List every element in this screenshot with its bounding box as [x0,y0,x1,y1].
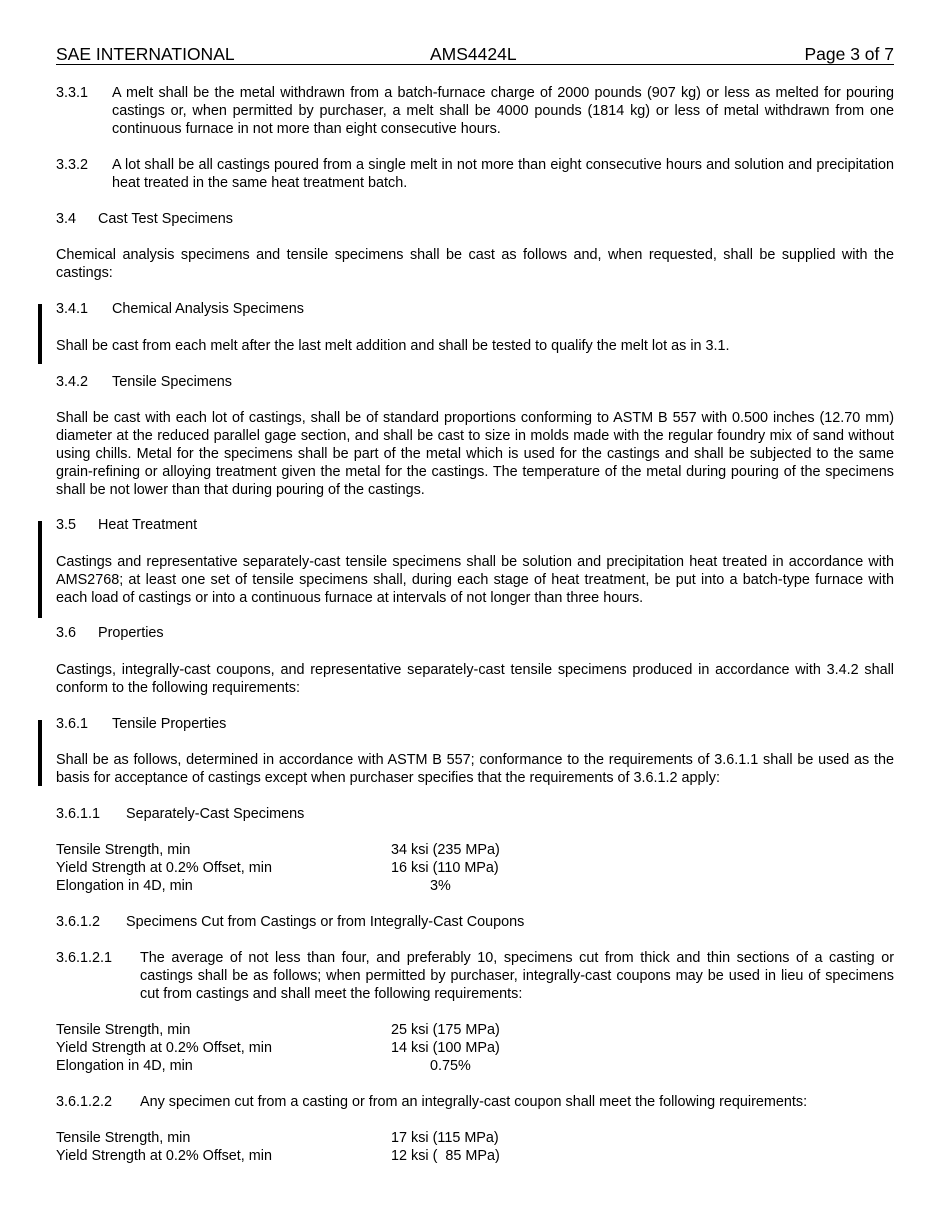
table-row [56,841,556,859]
property-table [56,1129,556,1165]
revision-bar [38,521,42,618]
property-value: 34 ksi (235 MPa) [391,842,500,858]
section-title: Tensile Properties [112,716,227,732]
section-3-6-1-2-1 [56,949,894,1003]
revision-bar [38,304,42,364]
section-title: Cast Test Specimens [98,211,233,227]
section-number: 3.3.1 [56,85,89,101]
section-number: 3.4.1 [56,301,89,317]
table-row [56,1039,556,1057]
section-number: 3.6.1.2 [56,914,101,930]
section-number: 3.6.1 [56,716,89,732]
property-value: 25 ksi (175 MPa) [391,1022,500,1038]
section-title: Separately-Cast Specimens [126,806,305,822]
section-number: 3.5 [56,517,77,533]
section-title: Tensile Specimens [112,374,232,390]
property-value: 3% [430,878,451,894]
table-row [56,1021,556,1039]
property-label: Elongation in 4D, min [56,878,193,894]
property-label: Tensile Strength, min [56,842,191,858]
section-text: A lot shall be all castings poured from a single melt in not more than eight consecutive hours and solution and precipitation heat treated in the same heat treatment batch. [112,157,894,191]
property-label: Yield Strength at 0.2% Offset, min [56,1040,272,1056]
header-org: SAE INTERNATIONAL [56,44,235,64]
section-text: Shall be as follows, determined in accordance with ASTM B 557; conformance to the requirements of 3.6.1.1 shall be used as the basis for acceptance of castings except when purchaser specifies that the requirements of 3.6.1.2 apply: [56,752,894,786]
section-title: Heat Treatment [98,517,198,533]
section-text: The average of not less than four, and preferably 10, specimens cut from thick and thin sections of a casting or castings shall be as follows; when permitted by purchaser, integrally-cast coupons may be used in lieu of specimens cut from castings and shall meet the following requirements: [140,950,894,1002]
property-label: Elongation in 4D, min [56,1058,193,1074]
section-title: Chemical Analysis Specimens [112,301,304,317]
property-table [56,841,556,895]
section-3-3-2 [56,156,894,192]
section-title: Properties [98,625,164,641]
property-table [56,1021,556,1075]
header-page-number: Page 3 of 7 [804,44,894,64]
property-label: Tensile Strength, min [56,1130,191,1146]
revision-bar [38,720,42,786]
table-row [56,1057,556,1075]
property-value: 16 ksi (110 MPa) [391,860,499,876]
section-number: 3.6.1.2.1 [56,950,113,966]
page-header [56,44,894,65]
property-value: 12 ksi ( 85 MPa) [391,1148,500,1164]
section-text: Castings and representative separately-cast tensile specimens shall be solution and precipitation heat treated in accordance with AMS2768; at least one set of tensile specimens shall, during each stage of heat treatment, be put into a batch-type furnace with each load of castings or into a continuous furnace at intervals of not longer than three hours. [56,554,894,606]
section-text: Chemical analysis specimens and tensile specimens shall be cast as follows and, when requested, shall be supplied with the castings: [56,247,894,281]
section-number: 3.3.2 [56,157,89,173]
section-text: Shall be cast with each lot of castings, shall be of standard proportions conforming to ASTM B 557 with 0.500 inches (12.70 mm) diameter at the reduced parallel gage section, and shall be cast to size in molds made with the regular foundry mix of sand without using chills. Metal for the specimens shall be part of the metal which is used for the castings and shall be subjected to the same grain-refining or alloying treatment given the metal for the castings. The temperature of the metal during pouring of the specimens shall be not lower than that during pouring of the castings. [56,410,894,498]
section-text: Castings, integrally-cast coupons, and representative separately-cast tensile specimens produced in accordance with 3.4.2 shall conform to the following requirements: [56,662,894,696]
property-value: 0.75% [430,1058,471,1074]
table-row [56,1147,556,1165]
table-row [56,877,556,895]
property-label: Yield Strength at 0.2% Offset, min [56,1148,272,1164]
section-text: A melt shall be the metal withdrawn from a batch-furnace charge of 2000 pounds (907 kg) or less as melted for pouring castings or, when permitted by purchaser, a melt shall be 4000 pounds (1814 kg) or less of metal withdrawn from one continuous furnace in not more than eight consecutive hours. [112,85,894,137]
section-number: 3.6.1.2.2 [56,1094,113,1110]
section-number: 3.6.1.1 [56,806,101,822]
property-label: Tensile Strength, min [56,1022,191,1038]
property-label: Yield Strength at 0.2% Offset, min [56,860,272,876]
table-row [56,859,556,877]
section-3-3-1 [56,84,894,138]
section-text: Any specimen cut from a casting or from an integrally-cast coupon shall meet the following requirements: [140,1094,808,1110]
table-row [56,1129,556,1147]
section-number: 3.4 [56,211,77,227]
section-title: Specimens Cut from Castings or from Integrally-Cast Coupons [126,914,525,930]
property-value: 17 ksi (115 MPa) [391,1130,499,1146]
header-doc-number: AMS4424L [430,44,517,64]
section-3-6-1-2-2 [56,1093,894,1111]
property-value: 14 ksi (100 MPa) [391,1040,500,1056]
section-number: 3.6 [56,625,77,641]
section-number: 3.4.2 [56,374,89,390]
section-text: Shall be cast from each melt after the last melt addition and shall be tested to qualify the melt lot as in 3.1. [56,338,730,354]
